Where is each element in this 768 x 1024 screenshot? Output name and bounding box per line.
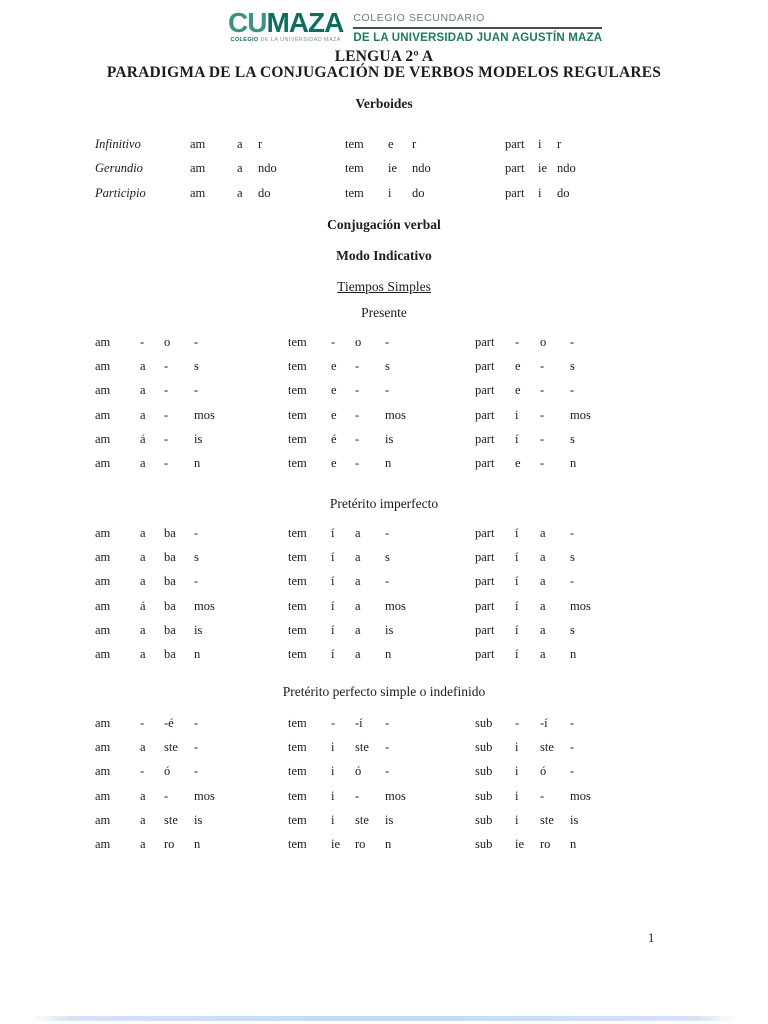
morpheme-cell: ie (515, 837, 525, 852)
logo-school-line1: COLEGIO SECUNDARIO (353, 12, 602, 29)
morpheme-cell: a (355, 525, 361, 540)
row-label: Gerundio (95, 161, 143, 176)
morpheme-cell: am (190, 136, 206, 151)
morpheme-cell: i (331, 788, 335, 803)
morpheme-cell: a (140, 788, 146, 803)
morpheme-cell: am (95, 431, 111, 446)
morpheme-cell: am (190, 185, 206, 200)
morpheme-cell: í (515, 647, 519, 662)
table-row (95, 379, 755, 403)
table-row (95, 451, 755, 475)
morpheme-cell: tem (288, 383, 307, 398)
morpheme-cell: a (355, 647, 361, 662)
table-row (95, 157, 735, 182)
morpheme-cell: a (540, 549, 546, 564)
morpheme-cell: ndo (557, 161, 576, 176)
morpheme-cell: a (140, 456, 146, 471)
morpheme-cell: part (475, 598, 495, 613)
heading-imperfecto: Pretérito imperfecto (329, 496, 439, 511)
morpheme-cell: - (194, 739, 199, 754)
morpheme-cell: ndo (412, 161, 431, 176)
morpheme-cell: - (164, 383, 169, 398)
morpheme-cell: - (385, 334, 390, 349)
morpheme-cell: a (355, 598, 361, 613)
school-logo (228, 7, 603, 44)
morpheme-cell: a (237, 161, 243, 176)
morpheme-cell: í (331, 525, 335, 540)
morpheme-cell: sub (475, 739, 493, 754)
heading-tiempos: Tiempos Simples (337, 279, 431, 294)
logo-wordmark-cu: CU (228, 7, 267, 38)
morpheme-cell: tem (288, 598, 307, 613)
logo-school-name (353, 10, 602, 44)
morpheme-cell: am (95, 574, 111, 589)
morpheme-cell: - (540, 788, 545, 803)
morpheme-cell: í (515, 525, 519, 540)
morpheme-cell: is (385, 622, 394, 637)
morpheme-cell: part (475, 622, 495, 637)
morpheme-cell: ie (331, 837, 341, 852)
morpheme-cell: is (194, 622, 203, 637)
morpheme-cell: s (385, 549, 390, 564)
morpheme-cell: do (412, 185, 425, 200)
table-row (95, 545, 755, 569)
morpheme-cell: - (540, 431, 545, 446)
morpheme-cell: n (570, 456, 577, 471)
morpheme-cell: mos (194, 788, 215, 803)
table-row (95, 594, 755, 618)
morpheme-cell: mos (570, 407, 591, 422)
heading-conjugacion: Conjugación verbal (327, 217, 441, 232)
presente-table (95, 330, 755, 476)
morpheme-cell: tem (345, 185, 364, 200)
morpheme-cell: - (194, 715, 199, 730)
morpheme-cell: - (570, 739, 575, 754)
title-line2: PARADIGMA DE LA CONJUGACIÓN DE VERBOS MODELOS REGULARES (106, 63, 662, 81)
morpheme-cell: am (95, 788, 111, 803)
morpheme-cell: - (540, 407, 545, 422)
morpheme-cell: mos (385, 598, 406, 613)
morpheme-cell: a (540, 647, 546, 662)
morpheme-cell: part (475, 334, 495, 349)
morpheme-cell: e (331, 358, 337, 373)
morpheme-cell: ste (540, 812, 554, 827)
morpheme-cell: ó (164, 764, 171, 779)
table-row (95, 403, 755, 427)
morpheme-cell: ste (355, 812, 369, 827)
morpheme-cell: - (355, 407, 360, 422)
morpheme-cell: s (570, 622, 575, 637)
morpheme-cell: e (331, 383, 337, 398)
logo-tagline-rest: DE LA UNIVERSIDAD MAZA (258, 37, 341, 43)
morpheme-cell: part (475, 383, 495, 398)
morpheme-cell: tem (345, 136, 364, 151)
morpheme-cell: tem (288, 456, 307, 471)
morpheme-cell: a (355, 622, 361, 637)
morpheme-cell: do (258, 185, 271, 200)
morpheme-cell: tem (288, 837, 307, 852)
morpheme-cell: tem (288, 788, 307, 803)
morpheme-cell: sub (475, 812, 493, 827)
morpheme-cell: part (505, 185, 525, 200)
morpheme-cell: - (355, 456, 360, 471)
morpheme-cell: - (355, 431, 360, 446)
morpheme-cell: - (194, 383, 199, 398)
morpheme-cell: - (355, 358, 360, 373)
morpheme-cell: - (164, 431, 169, 446)
logo-tagline (230, 37, 340, 43)
morpheme-cell: á (140, 431, 146, 446)
morpheme-cell: a (140, 407, 146, 422)
morpheme-cell: i (515, 788, 519, 803)
morpheme-cell: i (331, 764, 335, 779)
morpheme-cell: s (385, 358, 390, 373)
morpheme-cell: -é (164, 715, 174, 730)
morpheme-cell: am (95, 647, 111, 662)
morpheme-cell: am (95, 764, 111, 779)
morpheme-cell: part (475, 574, 495, 589)
morpheme-cell: tem (288, 812, 307, 827)
verboides-table (95, 132, 735, 206)
morpheme-cell: i (538, 185, 542, 200)
morpheme-cell: s (570, 358, 575, 373)
heading-perfecto: Pretérito perfecto simple o indefinido (282, 684, 486, 699)
morpheme-cell: - (385, 715, 390, 730)
morpheme-cell: e (388, 136, 394, 151)
table-row (95, 521, 755, 545)
morpheme-cell: a (237, 136, 243, 151)
morpheme-cell: e (515, 456, 521, 471)
morpheme-cell: am (95, 622, 111, 637)
morpheme-cell: i (515, 812, 519, 827)
morpheme-cell: a (355, 574, 361, 589)
morpheme-cell: í (331, 622, 335, 637)
morpheme-cell: n (570, 647, 577, 662)
morpheme-cell: tem (288, 715, 307, 730)
morpheme-cell: a (140, 549, 146, 564)
morpheme-cell: part (505, 161, 525, 176)
morpheme-cell: - (164, 358, 169, 373)
morpheme-cell: - (140, 764, 145, 779)
morpheme-cell: a (140, 647, 146, 662)
logo-tagline-bold: COLEGIO (230, 37, 259, 43)
morpheme-cell: e (331, 456, 337, 471)
morpheme-cell: ó (540, 764, 547, 779)
morpheme-cell: mos (570, 788, 591, 803)
morpheme-cell: s (570, 431, 575, 446)
morpheme-cell: r (412, 136, 417, 151)
morpheme-cell: - (570, 715, 575, 730)
morpheme-cell: -í (355, 715, 363, 730)
morpheme-cell: part (475, 431, 495, 446)
morpheme-cell: - (540, 358, 545, 373)
morpheme-cell: s (570, 549, 575, 564)
morpheme-cell: tem (288, 334, 307, 349)
morpheme-cell: a (140, 837, 146, 852)
morpheme-cell: ba (164, 549, 176, 564)
morpheme-cell: a (140, 574, 146, 589)
morpheme-cell: i (515, 764, 519, 779)
morpheme-cell: tem (288, 622, 307, 637)
morpheme-cell: mos (194, 407, 215, 422)
morpheme-cell: ro (540, 837, 551, 852)
morpheme-cell: n (385, 647, 392, 662)
morpheme-cell: a (140, 383, 146, 398)
morpheme-cell: a (540, 574, 546, 589)
morpheme-cell: í (331, 647, 335, 662)
perfecto-table (95, 711, 755, 857)
morpheme-cell: a (140, 525, 146, 540)
morpheme-cell: - (385, 764, 390, 779)
morpheme-cell: - (194, 574, 199, 589)
table-row (95, 832, 755, 856)
morpheme-cell: part (475, 456, 495, 471)
morpheme-cell: n (194, 837, 201, 852)
page-bottom-edge (30, 1016, 738, 1021)
morpheme-cell: sub (475, 764, 493, 779)
row-label: Infinitivo (95, 136, 141, 151)
morpheme-cell: ba (164, 622, 176, 637)
morpheme-cell: i (388, 185, 392, 200)
morpheme-cell: s (194, 358, 199, 373)
morpheme-cell: ie (538, 161, 548, 176)
morpheme-cell: a (140, 622, 146, 637)
table-row (95, 354, 755, 378)
morpheme-cell: am (95, 334, 111, 349)
morpheme-cell: ba (164, 598, 176, 613)
morpheme-cell: í (331, 574, 335, 589)
morpheme-cell: -í (540, 715, 548, 730)
morpheme-cell: - (355, 383, 360, 398)
morpheme-cell: ba (164, 574, 176, 589)
morpheme-cell: í (331, 598, 335, 613)
morpheme-cell: r (557, 136, 562, 151)
morpheme-cell: n (194, 456, 201, 471)
morpheme-cell: a (140, 358, 146, 373)
morpheme-cell: ste (540, 739, 554, 754)
morpheme-cell: e (515, 383, 521, 398)
morpheme-cell: é (331, 431, 337, 446)
morpheme-cell: á (140, 598, 146, 613)
morpheme-cell: mos (570, 598, 591, 613)
title-line1: LENGUA 2º A (334, 48, 434, 65)
morpheme-cell: i (331, 739, 335, 754)
table-row (95, 735, 755, 759)
morpheme-cell: - (385, 739, 390, 754)
morpheme-cell: - (540, 383, 545, 398)
morpheme-cell: - (570, 764, 575, 779)
morpheme-cell: n (570, 837, 577, 852)
morpheme-cell: part (475, 358, 495, 373)
morpheme-cell: mos (385, 788, 406, 803)
morpheme-cell: am (95, 456, 111, 471)
morpheme-cell: tem (288, 358, 307, 373)
table-row (95, 618, 755, 642)
morpheme-cell: tem (288, 549, 307, 564)
morpheme-cell: ste (355, 739, 369, 754)
table-row (95, 711, 755, 735)
morpheme-cell: i (515, 407, 519, 422)
morpheme-cell: is (385, 431, 394, 446)
morpheme-cell: ó (355, 764, 362, 779)
morpheme-cell: am (95, 715, 111, 730)
morpheme-cell: tem (288, 574, 307, 589)
document-title (0, 49, 768, 80)
morpheme-cell: n (385, 456, 392, 471)
table-row (95, 570, 755, 594)
morpheme-cell: - (570, 574, 575, 589)
table-row (95, 181, 735, 206)
morpheme-cell: - (385, 574, 390, 589)
morpheme-cell: tem (288, 647, 307, 662)
morpheme-cell: o (164, 334, 171, 349)
morpheme-cell: part (475, 407, 495, 422)
morpheme-cell: - (140, 334, 145, 349)
table-row (95, 808, 755, 832)
morpheme-cell: - (164, 407, 169, 422)
morpheme-cell: - (570, 383, 575, 398)
morpheme-cell: í (515, 574, 519, 589)
morpheme-cell: - (140, 715, 145, 730)
morpheme-cell: am (95, 383, 111, 398)
morpheme-cell: sub (475, 715, 493, 730)
morpheme-cell: sub (475, 788, 493, 803)
heading-verboides: Verboides (355, 96, 413, 111)
table-row (95, 427, 755, 451)
morpheme-cell: am (95, 812, 111, 827)
morpheme-cell: part (505, 136, 525, 151)
morpheme-cell: a (140, 739, 146, 754)
morpheme-cell: - (385, 525, 390, 540)
morpheme-cell: am (95, 525, 111, 540)
table-row (95, 330, 755, 354)
logo-wordmark-block (228, 7, 344, 43)
morpheme-cell: í (515, 431, 519, 446)
morpheme-cell: i (331, 812, 335, 827)
morpheme-cell: o (355, 334, 362, 349)
morpheme-cell: - (164, 788, 169, 803)
morpheme-cell: a (355, 549, 361, 564)
morpheme-cell: tem (288, 431, 307, 446)
heading-modo: Modo Indicativo (336, 248, 432, 263)
morpheme-cell: a (140, 812, 146, 827)
morpheme-cell: - (331, 715, 336, 730)
morpheme-cell: part (475, 525, 495, 540)
morpheme-cell: e (515, 358, 521, 373)
logo-school-line2: DE LA UNIVERSIDAD JUAN AGUSTÍN MAZA (353, 32, 603, 44)
morpheme-cell: am (95, 837, 111, 852)
morpheme-cell: a (237, 185, 243, 200)
morpheme-cell: í (331, 549, 335, 564)
morpheme-cell: is (194, 431, 203, 446)
table-row (95, 132, 735, 157)
morpheme-cell: e (331, 407, 337, 422)
morpheme-cell: ie (388, 161, 398, 176)
morpheme-cell: ndo (258, 161, 277, 176)
morpheme-cell: am (95, 739, 111, 754)
morpheme-cell: - (570, 525, 575, 540)
table-row (95, 760, 755, 784)
imperfecto-table (95, 521, 755, 667)
morpheme-cell: ste (164, 812, 178, 827)
morpheme-cell: am (95, 358, 111, 373)
morpheme-cell: - (515, 715, 520, 730)
morpheme-cell: is (194, 812, 203, 827)
morpheme-cell: am (190, 161, 206, 176)
morpheme-cell: tem (288, 764, 307, 779)
morpheme-cell: r (258, 136, 263, 151)
morpheme-cell: am (95, 549, 111, 564)
morpheme-cell: í (515, 622, 519, 637)
morpheme-cell: ro (164, 837, 175, 852)
morpheme-cell: í (515, 598, 519, 613)
morpheme-cell: - (355, 788, 360, 803)
morpheme-cell: - (194, 764, 199, 779)
row-label: Participio (95, 185, 146, 200)
morpheme-cell: ste (164, 739, 178, 754)
morpheme-cell: mos (385, 407, 406, 422)
morpheme-cell: - (385, 383, 390, 398)
morpheme-cell: a (540, 598, 546, 613)
morpheme-cell: is (570, 812, 579, 827)
morpheme-cell: mos (194, 598, 215, 613)
morpheme-cell: í (515, 549, 519, 564)
morpheme-cell: part (475, 647, 495, 662)
morpheme-cell: sub (475, 837, 493, 852)
heading-presente: Presente (361, 305, 407, 320)
morpheme-cell: do (557, 185, 570, 200)
morpheme-cell: tem (288, 739, 307, 754)
morpheme-cell: is (385, 812, 394, 827)
morpheme-cell: tem (288, 407, 307, 422)
morpheme-cell: tem (288, 525, 307, 540)
morpheme-cell: ba (164, 525, 176, 540)
morpheme-cell: ro (355, 837, 366, 852)
morpheme-cell: a (540, 622, 546, 637)
page-number: 1 (648, 931, 655, 945)
morpheme-cell: - (570, 334, 575, 349)
morpheme-cell: - (515, 334, 520, 349)
morpheme-cell: - (331, 334, 336, 349)
morpheme-cell: part (475, 549, 495, 564)
morpheme-cell: - (540, 456, 545, 471)
table-row (95, 784, 755, 808)
logo-wordmark-maza: MAZA (266, 7, 344, 38)
morpheme-cell: n (385, 837, 392, 852)
morpheme-cell: o (540, 334, 547, 349)
morpheme-cell: tem (345, 161, 364, 176)
morpheme-cell: - (194, 334, 199, 349)
logo-wordmark (228, 7, 344, 38)
morpheme-cell: - (194, 525, 199, 540)
morpheme-cell: n (194, 647, 201, 662)
morpheme-cell: i (515, 739, 519, 754)
morpheme-cell: ba (164, 647, 176, 662)
morpheme-cell: a (540, 525, 546, 540)
morpheme-cell: am (95, 407, 111, 422)
morpheme-cell: s (194, 549, 199, 564)
table-row (95, 642, 755, 666)
morpheme-cell: am (95, 598, 111, 613)
morpheme-cell: - (164, 456, 169, 471)
morpheme-cell: i (538, 136, 542, 151)
